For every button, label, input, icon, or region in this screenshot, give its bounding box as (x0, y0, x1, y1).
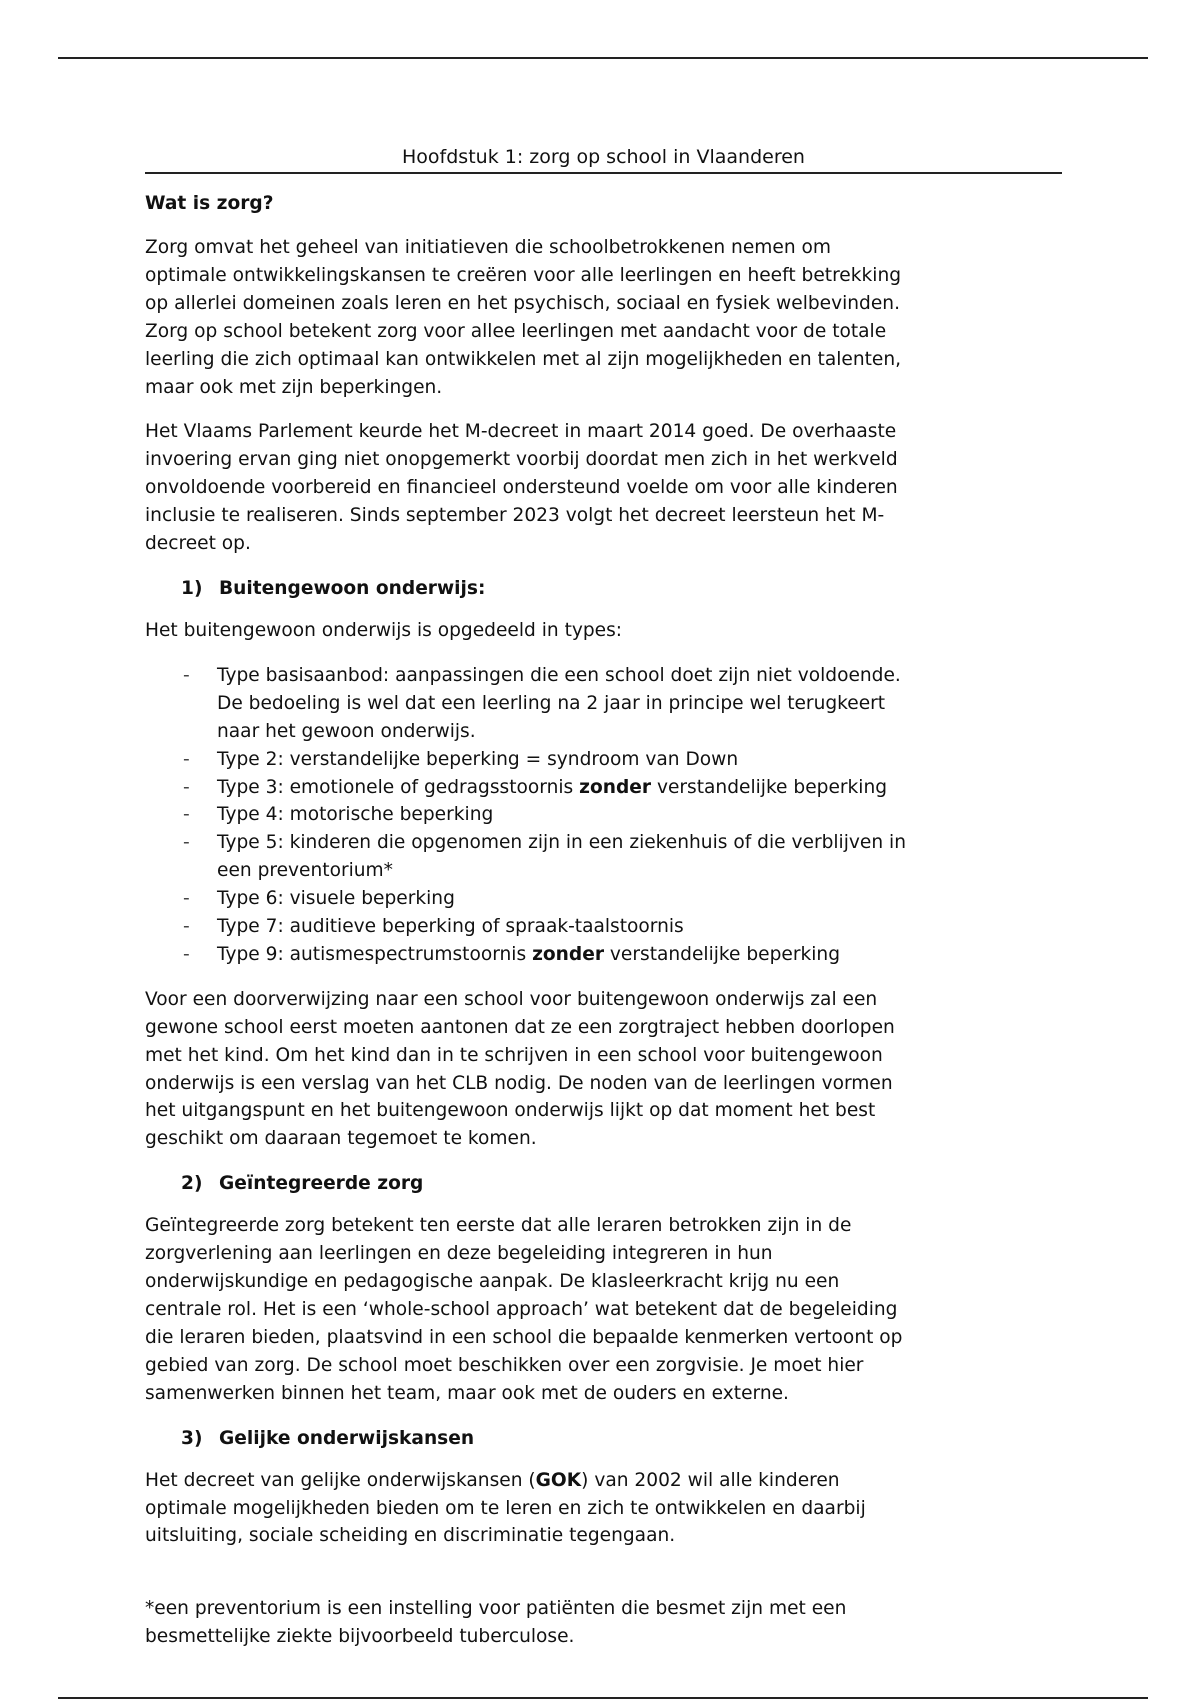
text-run: verstandelijke beperking (651, 776, 888, 798)
page-bottom-rule (58, 1697, 1148, 1699)
bullet-dash: - (183, 748, 190, 770)
text-run: Type 3: emotionele of gedragsstoornis (217, 776, 580, 798)
text-line: gebied van zorg. De school moet beschikken over een zorgvisie. Je moet hier (145, 1354, 864, 1376)
emphasis-zonder: zonder (532, 943, 605, 965)
heading-number: 1) (181, 577, 203, 599)
text-line: gewone school eerst moeten aantonen dat ze een zorgtraject hebben doorlopen (145, 1016, 895, 1038)
text-line: leerling die zich optimaal kan ontwikkelen met al zijn mogelijkheden en talenten, (145, 348, 902, 370)
type-item-text (217, 913, 684, 941)
text-line: Type basisaanbod: aanpassingen die een school doet zijn niet voldoende. (217, 664, 901, 686)
text-line: Type 2: verstandelijke beperking = syndroom van Down (217, 748, 739, 770)
text-line: decreet op. (145, 533, 251, 555)
types-intro: Het buitengewoon onderwijs is opgedeeld in types: (145, 619, 623, 641)
text-line: Type 6: visuele beperking (217, 888, 455, 910)
type-item-text (217, 829, 906, 885)
section-heading-gelijke-onderwijskansen (181, 1425, 1085, 1453)
text-line (145, 1467, 1085, 1495)
bullet-dash: - (183, 776, 190, 798)
text-line: optimale ontwikkelingskansen te creëren voor alle leerlingen en heeft betrekking (145, 264, 902, 286)
type-item-text (217, 801, 493, 829)
text-line: Geïntegreerde zorg betekent ten eerste dat alle leraren betrokken zijn in de (145, 1215, 852, 1237)
text-line: Type 7: auditieve beperking of spraak-taalstoornis (217, 916, 684, 938)
heading-number: 3) (181, 1427, 203, 1449)
text-line: onvoldoende voorbereid en financieel ondersteund voelde om voor alle kinderen (145, 477, 898, 499)
type-list-item (145, 885, 1085, 913)
types-list (145, 662, 1085, 969)
text-run: ) van 2002 wil alle kinderen (581, 1469, 840, 1491)
text-line: Zorg op school betekent zorg voor allee leerlingen met aandacht voor de totale (145, 320, 887, 342)
text-line: onderwijs is een verslag van het CLB nodig. De noden van de leerlingen vormen (145, 1072, 893, 1094)
section1-paragraph (145, 986, 1085, 1153)
text-line: op allerlei domeinen zoals leren en het psychisch, sociaal en fysiek welbevinden. (145, 292, 900, 314)
section-heading-geintegreerde-zorg (181, 1170, 1085, 1198)
type-item-text (217, 941, 840, 969)
heading-text: Buitengewoon onderwijs: (219, 577, 486, 599)
emphasis-zonder: zonder (579, 776, 652, 798)
section-heading-wat-is-zorg: Wat is zorg? (145, 193, 274, 214)
text-line: onderwijskundige en pedagogische aanpak. De klasleerkracht krijg nu een (145, 1271, 840, 1293)
text-line: invoering ervan ging niet onopgemerkt voorbij doordat men zich in het werkveld (145, 449, 898, 471)
bullet-dash: - (183, 888, 190, 910)
heading-number: 2) (181, 1173, 203, 1195)
type-list-item (145, 941, 1085, 969)
text-line: met het kind. Om het kind dan in te schrijven in een school voor buitengewoon (145, 1044, 883, 1066)
intro-paragraph-2 (145, 418, 1085, 558)
section3-paragraph (145, 1467, 1085, 1551)
type-item-text (217, 885, 455, 913)
bullet-dash: - (183, 832, 190, 854)
text-line: Het Vlaams Parlement keurde het M-decreet in maart 2014 goed. De overhaaste (145, 421, 897, 443)
text-line: naar het gewoon onderwijs. (217, 720, 476, 742)
text-line: Type 5: kinderen die opgenomen zijn in een ziekenhuis of die verblijven in (217, 832, 906, 854)
bullet-dash: - (183, 804, 190, 826)
text-line: inclusie te realiseren. Sinds september 2023 volgt het decreet leersteun het M- (145, 505, 885, 527)
type-list-item (145, 774, 1085, 802)
document-body (145, 190, 1085, 1668)
text-line: uitsluiting, sociale scheiding en discriminatie tegengaan. (145, 1525, 676, 1547)
text-line: maar ook met zijn beperkingen. (145, 376, 443, 398)
type-item-text (217, 746, 738, 774)
text-line: optimale mogelijkheden bieden om te leren en zich te ontwikkelen en daarbij (145, 1497, 866, 1519)
type-list-item (145, 801, 1085, 829)
type-list-item (145, 829, 1085, 885)
paragraph-rest (145, 1495, 1085, 1551)
section-heading-buitengewoon-onderwijs (181, 575, 1085, 603)
footnote (145, 1595, 1085, 1651)
text-line: centrale rol. Het is een ‘whole-school approach’ wat betekent dat de begeleiding (145, 1299, 898, 1320)
type-item-text (217, 774, 887, 802)
type-item-text (217, 662, 901, 746)
page-top-rule (58, 57, 1148, 59)
header-rule (145, 172, 1062, 174)
type-list-item (145, 746, 1085, 774)
text-line: Type 4: motorische beperking (217, 804, 494, 826)
text-line: *een preventorium is een instelling voor patiënten die besmet zijn met een (145, 1598, 847, 1620)
page-header-title: Hoofdstuk 1: zorg op school in Vlaanderen (402, 146, 805, 168)
bullet-dash: - (183, 916, 190, 938)
text-line: Zorg omvat het geheel van initiatieven die schoolbetrokkenen nemen om (145, 237, 831, 258)
text-line: een preventorium* (217, 860, 393, 882)
text-line: besmettelijke ziekte bijvoorbeeld tuberculose. (145, 1626, 575, 1648)
text-line: zorgverlening aan leerlingen en deze begeleiding integreren in hun (145, 1243, 773, 1265)
heading-text: Geïntegreerde zorg (219, 1173, 424, 1195)
bullet-dash: - (183, 664, 190, 686)
text-line: het uitgangspunt en het buitengewoon onderwijs lijkt op dat moment het best (145, 1100, 876, 1122)
gok-bold: GOK (535, 1469, 582, 1491)
text-line: samenwerken binnen het team, maar ook met de ouders en externe. (145, 1382, 789, 1404)
text-run: Het decreet van gelijke onderwijskansen ( (145, 1469, 536, 1491)
text-run: verstandelijke beperking (604, 943, 841, 965)
intro-paragraph-1 (145, 234, 1085, 401)
heading-text: Gelijke onderwijskansen (219, 1427, 475, 1449)
bullet-dash: - (183, 943, 190, 965)
text-run: Type 9: autismespectrumstoornis (217, 943, 533, 965)
text-line: geschikt om daaraan tegemoet te komen. (145, 1128, 537, 1150)
text-line (217, 941, 840, 969)
type-list-item (145, 662, 1085, 746)
text-line: De bedoeling is wel dat een leerling na 2 jaar in principe wel terugkeert (217, 692, 886, 714)
type-list-item (145, 913, 1085, 941)
text-line: die leraren bieden, plaatsvind in een school die bepaalde kenmerken vertoont op (145, 1326, 903, 1348)
text-line (217, 774, 887, 802)
text-line: Voor een doorverwijzing naar een school voor buitengewoon onderwijs zal een (145, 988, 878, 1010)
section2-paragraph (145, 1212, 1085, 1407)
